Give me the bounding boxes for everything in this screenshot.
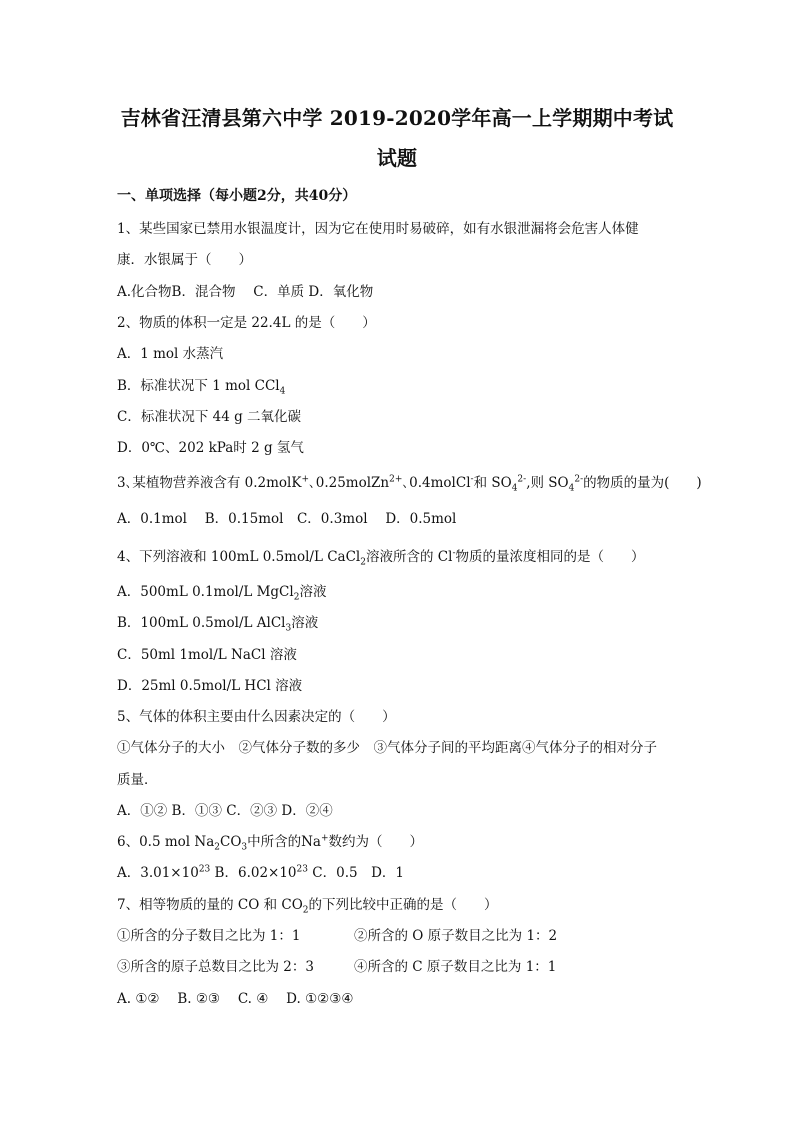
- q4-option-b-text: B．100mL 0.5mol/L AlCl: [117, 615, 286, 631]
- q6-stem-part-2: CO: [219, 834, 242, 850]
- q6-sub-1: 2: [214, 842, 220, 853]
- q6-option-rest: C．0.5 D．1: [307, 865, 404, 881]
- q7-items-row-2: [117, 957, 682, 977]
- q4-option-a-suffix: 溶液: [299, 584, 327, 600]
- section-heading: 一、单项选择（每小题2分，共40分）: [117, 188, 357, 204]
- q2-option-d: D．0℃、202 kPa时 2 g 氢气: [117, 440, 304, 456]
- q3-sup-2: 2+: [389, 474, 403, 485]
- q1-stem-line-1: 1、某些国家已禁用水银温度计，因为它在使用时易破碎，如有水银泄漏将会危害人体健: [117, 221, 639, 237]
- q7-stem-part-1: 7、相等物质的量的 CO 和 CO: [117, 897, 303, 913]
- q4-option-b: [117, 613, 682, 633]
- q3-sup-1: +: [301, 474, 309, 485]
- q6-stem-part-1: 6、0.5 mol Na: [117, 834, 215, 850]
- q3-stem: [117, 473, 702, 494]
- q7-stem-sub: 2: [302, 905, 309, 916]
- q3-sup-3: -: [470, 474, 474, 485]
- q5-items-line-1: ①气体分子的大小 ②气体分子数的多少 ③气体分子间的平均距离④气体分子的相对分子: [117, 740, 657, 756]
- q2-option-b: [117, 376, 682, 396]
- q7-item-1: ①所含的分子数目之比为 1：1: [117, 928, 301, 944]
- q7-stem: [117, 895, 682, 915]
- q3-sub-5: 4: [568, 483, 575, 494]
- q4-option-b-suffix: 溶液: [291, 615, 319, 631]
- q4-stem-sup: -: [452, 548, 456, 559]
- q4-option-a-sub: 2: [293, 592, 300, 603]
- q6-options: [117, 863, 682, 883]
- q5-stem: 5、气体的体积主要由什么因素决定的（ ）: [117, 709, 396, 725]
- q5-options: A．①② B．①③ C．②③ D．②④: [117, 803, 333, 819]
- exam-title-line-2: 试题: [376, 146, 418, 170]
- q2-option-b-text: B．标准状况下 1 mol CCl: [117, 378, 280, 394]
- q3-stem-part-5: ,则 SO: [526, 475, 569, 491]
- q2-option-b-subscript: 4: [279, 386, 286, 397]
- q3-sub-4: 4: [511, 483, 518, 494]
- q4-option-d: D．25ml 0.5mol/L HCl 溶液: [117, 678, 303, 694]
- q6-stem: [117, 832, 682, 852]
- q6-option-a-exponent: 23: [198, 864, 211, 875]
- q6-sub-2: 3: [241, 842, 248, 853]
- q7-stem-part-2: 的下列比较中正确的是（ ）: [308, 897, 498, 913]
- q3-stem-part-6: 的物质的量为( ): [583, 475, 702, 491]
- q4-stem-part-3: 物质的量浓度相同的是（ ）: [455, 549, 645, 565]
- q3-sup-4: 2-: [517, 474, 527, 485]
- q6-option-b-exponent: 23: [296, 864, 308, 875]
- q3-stem-part-1: 3､某植物营养液含有 0.2molK: [117, 475, 302, 491]
- q6-stem-part-4: 数约为（ ）: [328, 834, 424, 850]
- q3-sup-5: 2-: [574, 474, 584, 485]
- q4-option-a: [117, 582, 682, 602]
- q3-stem-part-2: ､0.25molZn: [308, 475, 390, 491]
- q3-options: A．0.1mol B．0.15mol C．0.3mol D．0.5mol: [117, 511, 457, 527]
- q2-option-a: A．1 mol 水蒸汽: [117, 346, 224, 362]
- q7-item-4: ④所含的 C 原子数目之比为 1：1: [354, 959, 557, 975]
- q3-stem-part-3: ､0.4molCl: [402, 475, 471, 491]
- q6-option-a: A．3.01×10: [117, 865, 199, 881]
- q6-stem-part-3: 中所含的Na: [247, 834, 321, 850]
- q3-stem-part-4: 和 SO: [473, 475, 512, 491]
- q4-option-b-sub: 3: [285, 623, 292, 634]
- q2-option-c: C．标准状况下 44 g 二氧化碳: [117, 409, 302, 425]
- q7-items-row-1: [117, 926, 682, 946]
- q4-stem-sub: 2: [360, 557, 366, 568]
- q4-option-a-text: A．500mL 0.1mol/L MgCl: [117, 584, 294, 600]
- q4-stem: [117, 547, 682, 567]
- q1-options: A.化合物B．混合物 C．单质 D．氧化物: [117, 284, 374, 300]
- q5-items-line-2: 质量．: [117, 772, 158, 788]
- exam-title-line-1: 吉林省汪清县第六中学 2019-2020学年高一上学期期中考试: [120, 106, 674, 130]
- q1-stem-line-2: 康．水银属于（ ）: [117, 252, 252, 268]
- q4-stem-part-2: 溶液所含的 Cl: [366, 549, 453, 565]
- q7-options: A. ①② B. ②③ C. ④ D. ①②③④: [117, 991, 354, 1007]
- q6-option-b: B．6.02×10: [210, 865, 297, 881]
- q7-item-2: ②所含的 O 原子数目之比为 1：2: [354, 928, 558, 944]
- q6-sup-1: +: [321, 833, 329, 844]
- q4-stem-part-1: 4、下列溶液和 100mL 0.5mol/L CaCl: [117, 549, 361, 565]
- q2-stem: 2、物质的体积一定是 22.4L 的是（ ）: [117, 315, 376, 331]
- q7-item-3: ③所含的原子总数目之比为 2：3: [117, 959, 314, 975]
- q4-option-c: C．50ml 1mol/L NaCl 溶液: [117, 647, 297, 663]
